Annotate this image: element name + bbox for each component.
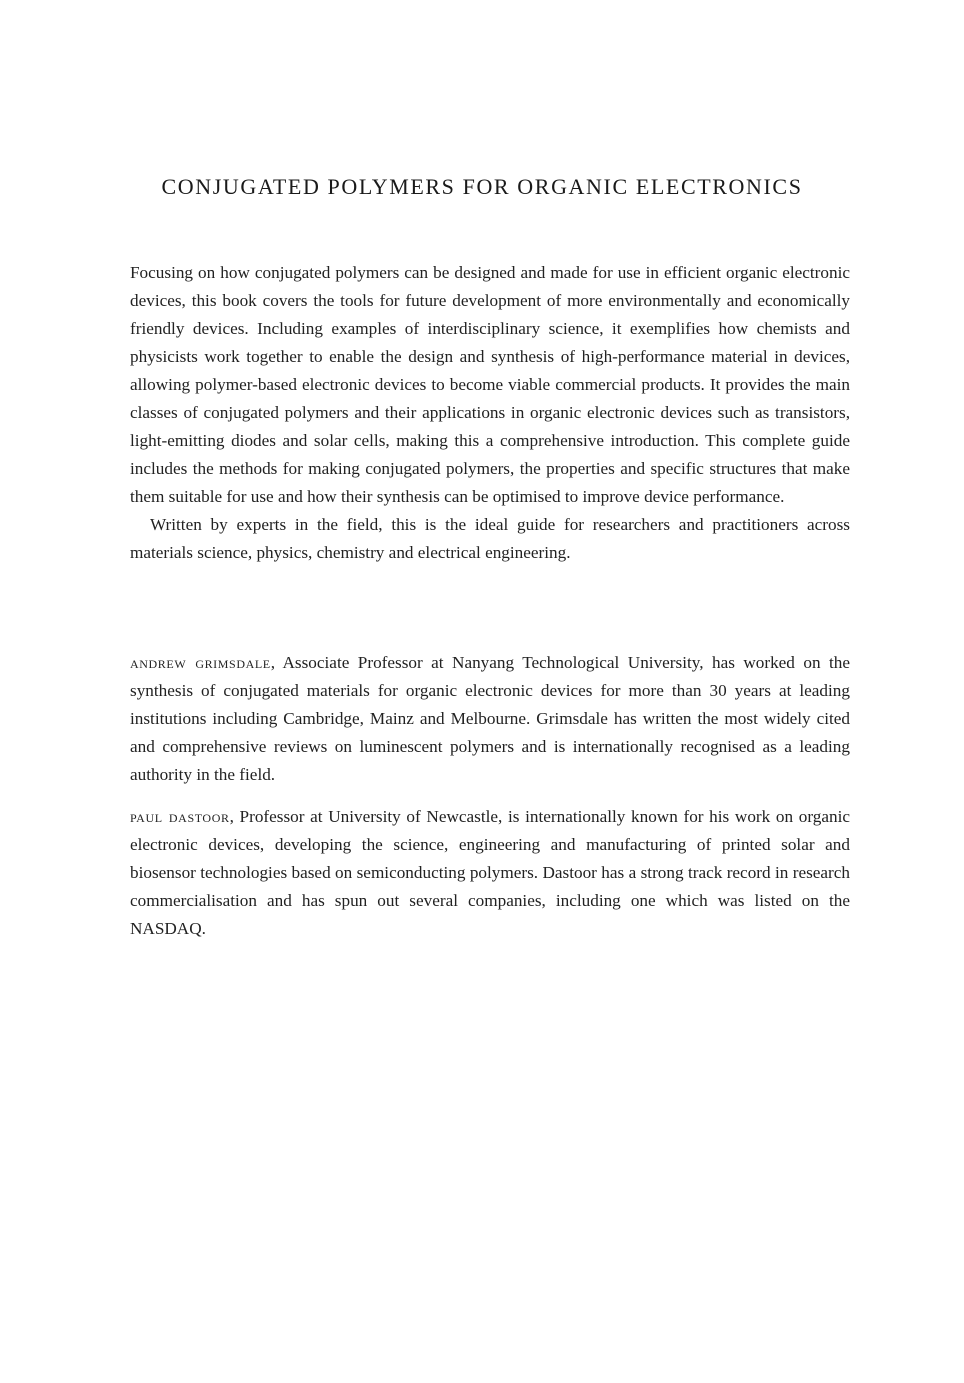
description-paragraph-2: Written by experts in the field, this is the ideal guide for researchers and practitioners across materials science, physics, chemistry and electrical engineering. (130, 515, 850, 562)
description-paragraph-1: Focusing on how conjugated polymers can be designed and made for use in efficient organic electronic devices, this book covers the tools for future development of more environmentally and economically friendly devices. Including examples of interdisciplinary science, it exemplifies how chemists and physicists work together to enable the design and synthesis of high-performance material in devices, allowing polymer-based electronic devices to become viable commercial products. It provides the main classes of conjugated polymers and their applications in organic electronic devices such as transistors, light-emitting diodes and solar cells, making this a comprehensive introduction. This complete guide includes the methods for making conjugated polymers, the properties and specific structures that make them suitable for use and how their synthesis can be optimised to improve device performance. (130, 263, 850, 506)
faint-footer-line (0, 1357, 300, 1367)
author-bio-text: , Professor at University of Newcastle, is internationally known for his work on organic electronic devices, developing the science, engineering and manufacturing of printed solar and biosensor technologies based on semiconducting polymers. Dastoor has a strong track record in research commercialisation and has spun out several companies, including one which was listed on the NASDAQ. (130, 807, 850, 938)
author-bio-dastoor (130, 803, 850, 943)
author-name: andrew grimsdale (130, 653, 271, 672)
book-title: CONJUGATED POLYMERS FOR ORGANIC ELECTRONICS (161, 174, 803, 199)
author-bio-grimsdale (130, 649, 850, 789)
author-bio-text: , Associate Professor at Nanyang Technological University, has worked on the synthesis of conjugated materials for organic electronic devices for more than 30 years at leading institutions including Cambridge, Mainz and Melbourne. Grimsdale has written the most widely cited and comprehensive reviews on luminescent polymers and is internationally recognised as a leading authority in the field. (130, 653, 850, 784)
author-name: paul dastoor (130, 807, 230, 826)
book-description (130, 259, 850, 567)
